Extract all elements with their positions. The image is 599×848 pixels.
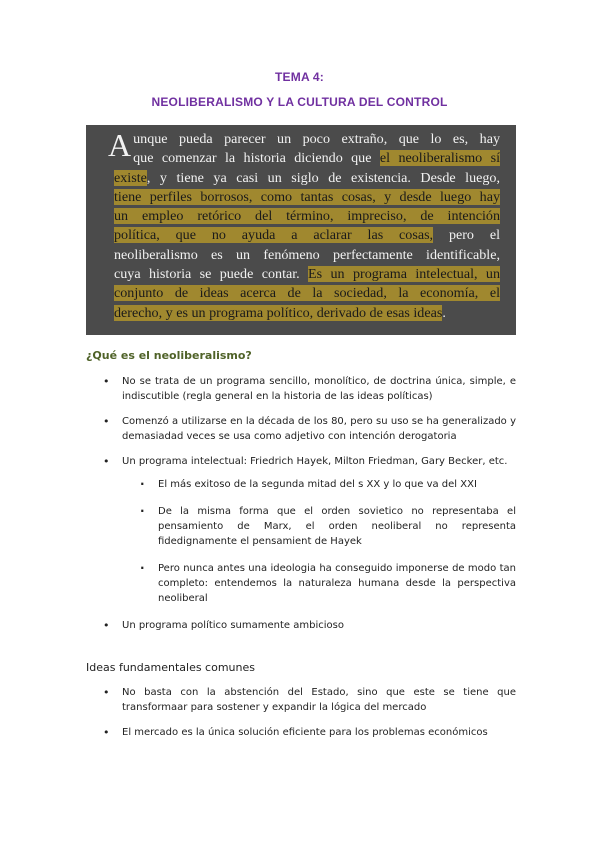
highlighted-text: tiene perfiles borrosos, como tantas cosas, y desde luego hay [114,188,500,205]
quote-text-segment: pero el [433,227,500,244]
sub-list-item: · Pero nunca antes una ideologia ha conseguido imponerse de modo tan completo: entendemos la naturaleza humana desde la perspectiva neoliberal [122,561,516,606]
drop-cap: A [108,127,132,163]
quote-line [114,130,500,149]
quote-text-segment: que comenzar la historia diciendo que [133,150,380,167]
bullet-list [86,374,516,643]
list-item: • Un programa político sumamente ambicioso [86,618,516,633]
quote-line [114,304,500,323]
quote-line [114,169,500,188]
highlighted-text: existe [114,169,147,186]
highlighted-text: Es un programa intelectual, un [308,266,500,283]
section-heading-2: Ideas fundamentales comunes [86,661,255,674]
bullet-list-2 [86,685,516,750]
quote-text-segment: , y tiene ya casi un siglo de existencia. Desde luego, [146,169,500,186]
list-item: • No se trata de un programa sencillo, monolítico, de doctrina única, simple, e indiscutible (regla general en la historia de las ideas políticas) [86,374,516,404]
quote-line [114,265,500,284]
quote-line [114,284,500,303]
quote-line [114,149,500,168]
highlighted-text: un empleo retórico del término, impreciso, de intención [114,208,500,225]
quote-block [86,125,516,335]
section-heading: ¿Qué es el neoliberalismo? [86,349,252,362]
quote-line [114,226,500,245]
list-item: • No basta con la abstención del Estado, sino que este se tiene que transformaar para sostener y expandir la lógica del mercado [86,685,516,715]
quote-text [114,130,500,323]
sub-list-item: · El más exitoso de la segunda mitad del s XX y lo que va del XXI [122,477,516,492]
sub-bullet-list [122,477,516,606]
highlighted-text: política, que no ayuda a aclarar las cosas, [114,227,434,244]
quote-text-segment: neoliberalismo es un fenómeno perfectamente identificable, [114,246,500,263]
quote-text-segment: . [442,304,446,321]
highlighted-text: derecho, y es un programa político, derivado de esas ideas [114,304,443,321]
highlighted-text: el neoliberalismo sí [379,150,500,167]
quote-text-segment: cuya historia se puede contar. [114,266,309,283]
list-item: • Comenzó a utilizarse en la década de los 80, pero su uso se ha generalizado y demasiadad veces se usa como adjetivo con intención derogatoria [86,414,516,444]
list-item [86,454,516,606]
quote-line [114,207,500,226]
list-item-text: Un programa intelectual: Friedrich Hayek, Milton Friedman, Gary Becker, etc. [122,456,508,467]
quote-text-segment: unque pueda parecer un poco extraño, que lo es, hay [133,131,500,147]
topic-number: TEMA 4: [275,70,324,84]
topic-title: NEOLIBERALISMO Y LA CULTURA DEL CONTROL [151,95,448,109]
quote-line [114,246,500,265]
highlighted-text: conjunto de ideas acerca de la sociedad, la economía, el [114,285,500,302]
list-item: • El mercado es la única solución eficiente para los problemas económicos [86,725,516,740]
sub-list-item: · De la misma forma que el orden sovietico no representaba el pensamiento de Marx, el orden neoliberal no representa fidedignamente el pensamient de Hayek [122,504,516,549]
quote-line [114,188,500,207]
